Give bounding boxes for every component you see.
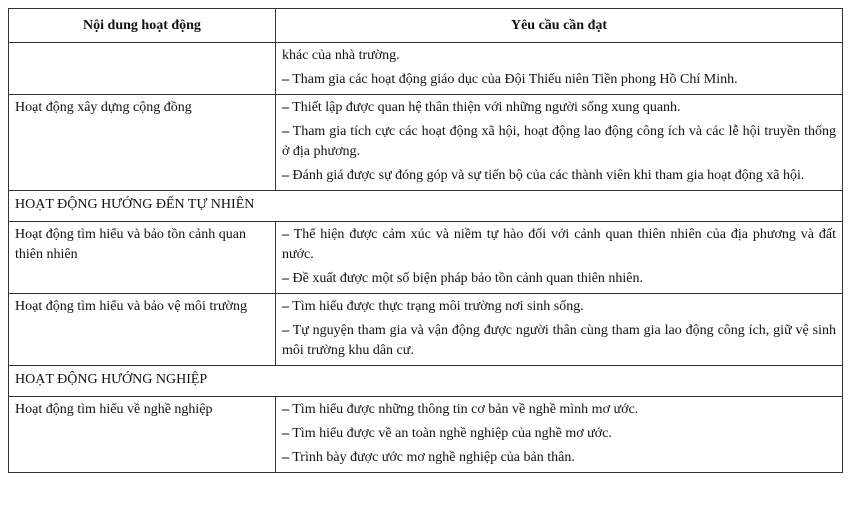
dash-marker: – — [282, 323, 289, 338]
requirement-item — [282, 122, 836, 162]
document-page — [8, 8, 843, 473]
dash-marker: – — [282, 426, 289, 441]
table-row — [9, 222, 843, 294]
dash-marker: – — [282, 271, 289, 286]
requirement-item — [282, 269, 836, 289]
section-row — [9, 366, 843, 397]
requirement-text: Tham gia các hoạt động giáo dục của Đội Thiếu niên Tiền phong Hồ Chí Minh. — [289, 72, 738, 87]
table-row — [9, 294, 843, 366]
requirement-text: khác của nhà trường. — [282, 48, 400, 63]
requirement-item — [282, 297, 836, 317]
requirement-cell — [276, 95, 843, 191]
table-body — [9, 43, 843, 473]
table-row — [9, 95, 843, 191]
header-activity: Nội dung hoạt động — [9, 9, 276, 43]
requirement-cell — [276, 43, 843, 95]
requirement-item — [282, 448, 836, 468]
section-title: HOẠT ĐỘNG HƯỚNG NGHIỆP — [9, 366, 843, 397]
requirement-item — [282, 321, 836, 361]
requirement-text: Trình bày được ước mơ nghề nghiệp của bản thân. — [289, 450, 575, 465]
section-row — [9, 191, 843, 222]
requirement-item — [282, 400, 836, 420]
table-row — [9, 397, 843, 473]
requirement-text: Đánh giá được sự đóng góp và sự tiến bộ của các thành viên khi tham gia hoạt động xã hội. — [289, 168, 805, 183]
header-requirement: Yêu cầu cần đạt — [276, 9, 843, 43]
dash-marker: – — [282, 402, 289, 417]
table-header-row — [9, 9, 843, 43]
requirement-text: Tìm hiểu được những thông tin cơ bản về nghề mình mơ ước. — [289, 402, 639, 417]
requirement-text: Thể hiện được cảm xúc và niềm tự hào đối với cảnh quan thiên nhiên của địa phương và đất nước. — [282, 227, 836, 262]
activity-cell: Hoạt động tìm hiểu và bảo tồn cảnh quan thiên nhiên — [9, 222, 276, 294]
dash-marker: – — [282, 227, 289, 242]
requirement-cell — [276, 222, 843, 294]
requirement-item — [282, 225, 836, 265]
requirement-item — [282, 46, 836, 66]
requirement-text: Thiết lập được quan hệ thân thiện với những người sống xung quanh. — [289, 100, 681, 115]
activity-cell: Hoạt động tìm hiểu và bảo vệ môi trường — [9, 294, 276, 366]
requirement-text: Tự nguyện tham gia và vận động được người thân cùng tham gia lao động công ích, giữ vệ sinh môi trường khu dân cư. — [282, 323, 836, 358]
table-row — [9, 43, 843, 95]
requirement-text: Đề xuất được một số biện pháp bảo tồn cảnh quan thiên nhiên. — [289, 271, 644, 286]
requirement-cell — [276, 397, 843, 473]
dash-marker: – — [282, 124, 289, 139]
requirement-item — [282, 98, 836, 118]
activity-cell: Hoạt động tìm hiểu về nghề nghiệp — [9, 397, 276, 473]
dash-marker: – — [282, 299, 289, 314]
activity-requirements-table — [8, 8, 843, 473]
requirement-text: Tìm hiểu được thực trạng môi trường nơi sinh sống. — [289, 299, 584, 314]
activity-cell — [9, 43, 276, 95]
dash-marker: – — [282, 100, 289, 115]
dash-marker: – — [282, 72, 289, 87]
activity-cell: Hoạt động xây dựng cộng đồng — [9, 95, 276, 191]
section-title: HOẠT ĐỘNG HƯỚNG ĐẾN TỰ NHIÊN — [9, 191, 843, 222]
requirement-item — [282, 166, 836, 186]
requirement-item — [282, 70, 836, 90]
requirement-item — [282, 424, 836, 444]
dash-marker: – — [282, 450, 289, 465]
requirement-text: Tìm hiểu được về an toàn nghề nghiệp của nghề mơ ước. — [289, 426, 612, 441]
requirement-text: Tham gia tích cực các hoạt động xã hội, hoạt động lao động công ích và các lễ hội truyền thống ở địa phương. — [282, 124, 836, 159]
dash-marker: – — [282, 168, 289, 183]
requirement-cell — [276, 294, 843, 366]
